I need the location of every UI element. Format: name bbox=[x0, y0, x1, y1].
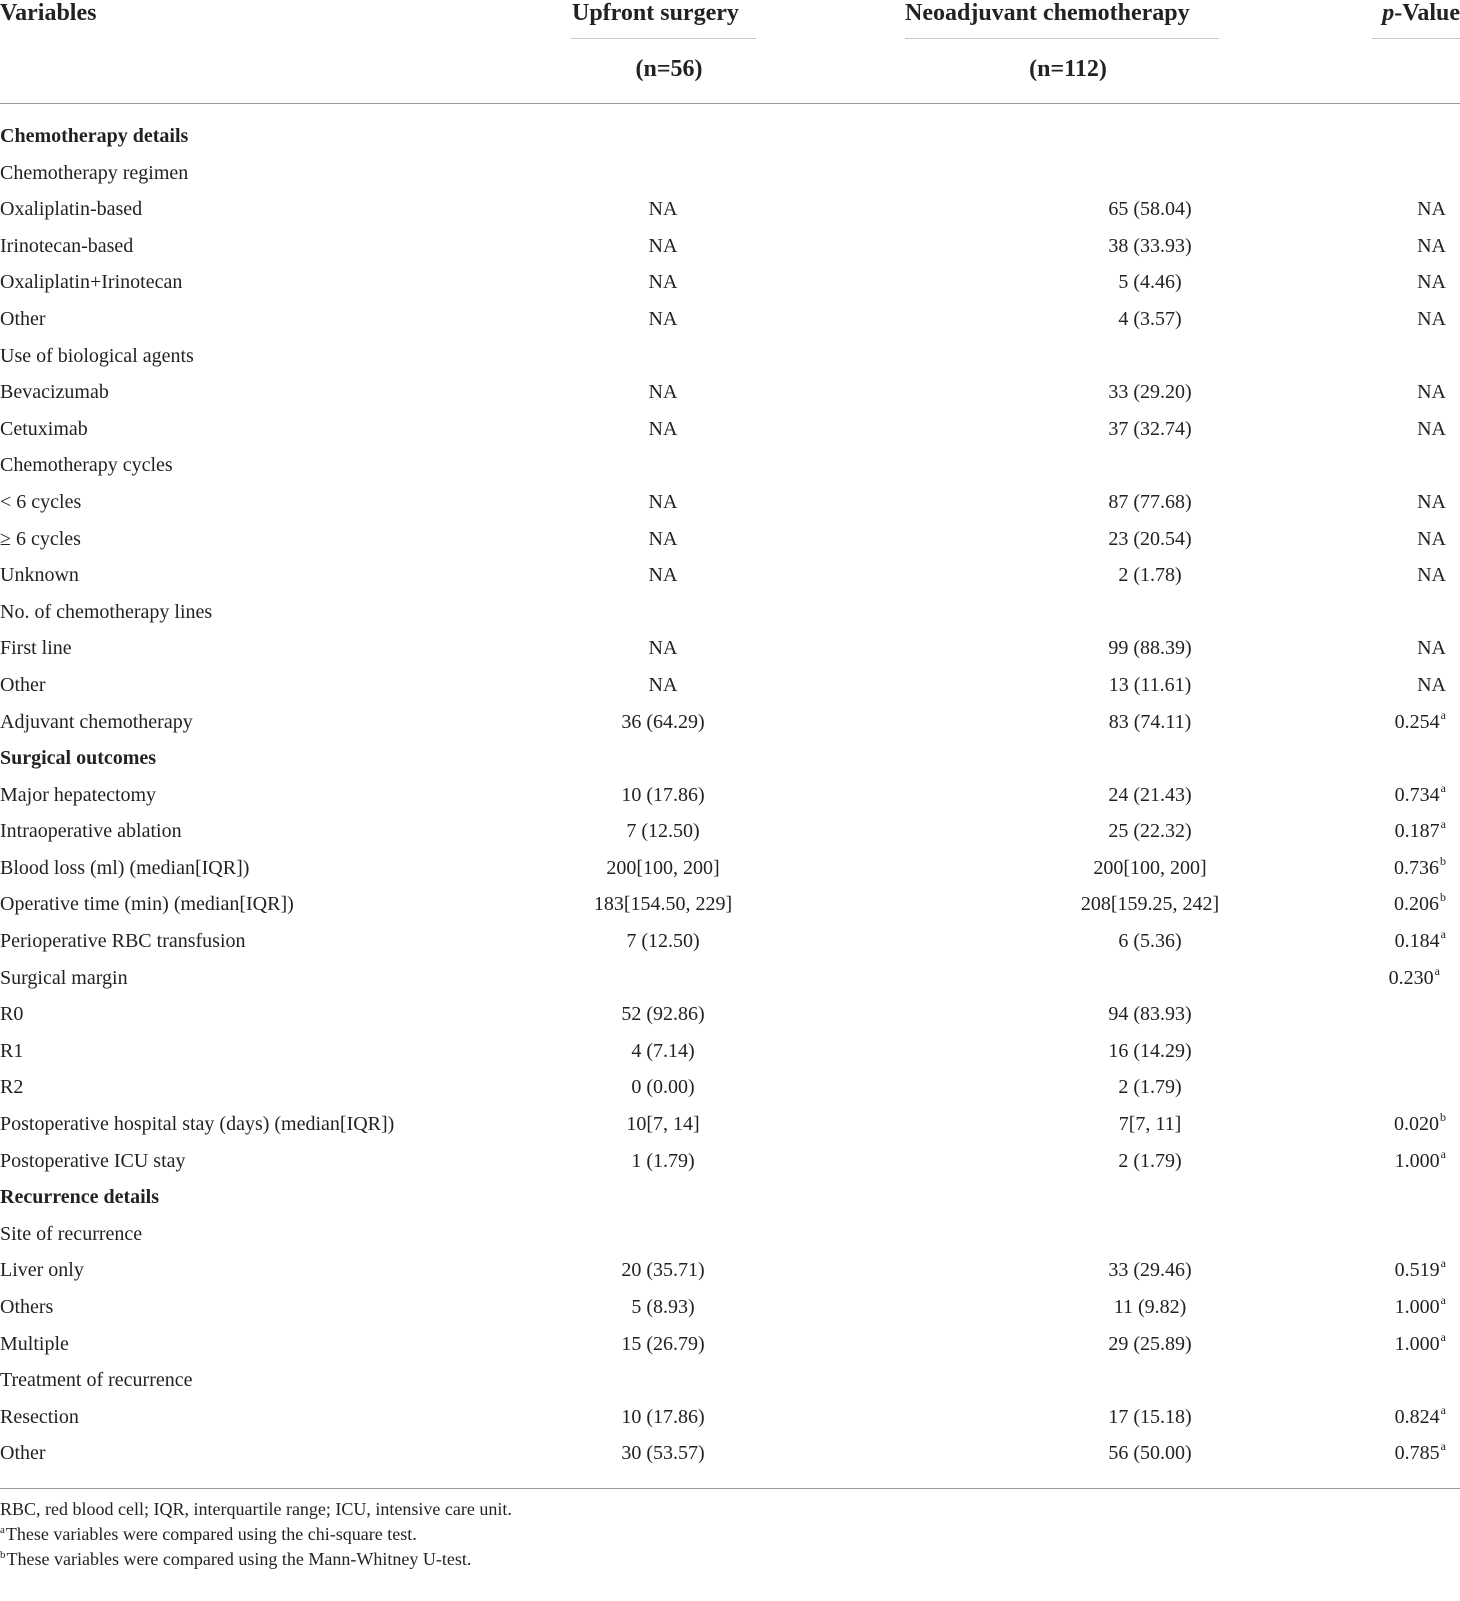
cell-p-value bbox=[1394, 1293, 1446, 1318]
cell-variable: Irinotecan-based bbox=[0, 234, 134, 257]
table-row bbox=[0, 849, 1460, 886]
cell-variable: First line bbox=[0, 637, 72, 660]
cell-variable: < 6 cycles bbox=[0, 490, 82, 513]
cell-variable: Chemotherapy details bbox=[0, 125, 189, 147]
p-value-text: NA bbox=[1417, 417, 1446, 440]
table-row bbox=[0, 1215, 1460, 1252]
cell-variable: Postoperative hospital stay (days) (median[IQR]) bbox=[0, 1113, 395, 1136]
cell-upfront: NA bbox=[648, 381, 678, 404]
cell-variable: Multiple bbox=[0, 1332, 69, 1355]
header-upfront-n: (n=56) bbox=[635, 56, 703, 82]
cell-p-value bbox=[1394, 707, 1446, 733]
cell-upfront: 1 (1.79) bbox=[631, 1149, 695, 1172]
cell-upfront: 10 (17.86) bbox=[621, 783, 705, 806]
cell-variable: Other bbox=[0, 1442, 46, 1465]
p-value-footnote-mark: a bbox=[1440, 1293, 1446, 1307]
cell-variable: Postoperative ICU stay bbox=[0, 1149, 186, 1172]
cell-upfront: 10 (17.86) bbox=[621, 1405, 705, 1428]
cell-variable: Oxaliplatin-based bbox=[0, 198, 143, 221]
cell-variable: Bevacizumab bbox=[0, 381, 109, 404]
cell-p-value bbox=[1417, 418, 1446, 440]
cell-neoadjuvant: 33 (29.20) bbox=[1108, 381, 1192, 404]
table-row bbox=[0, 227, 1460, 264]
cell-variable: Surgical outcomes bbox=[0, 747, 157, 770]
header-neoadjuvant-n: (n=112) bbox=[1029, 56, 1107, 82]
cell-variable: Others bbox=[0, 1296, 54, 1318]
cell-variable: Recurrence details bbox=[0, 1186, 160, 1209]
cell-p-value bbox=[1417, 491, 1446, 513]
cell-upfront: 10[7, 14] bbox=[626, 1113, 700, 1136]
cell-p-value bbox=[1417, 564, 1446, 586]
table-row bbox=[0, 300, 1460, 337]
header-variables: Variables bbox=[0, 0, 97, 26]
cell-variable: Use of biological agents bbox=[0, 344, 194, 367]
cell-variable: R0 bbox=[0, 1003, 24, 1026]
cell-p-value bbox=[1417, 308, 1446, 330]
header-neoadjuvant-underline bbox=[905, 38, 1219, 39]
cell-p-value bbox=[1394, 1256, 1446, 1282]
cell-variable: Treatment of recurrence bbox=[0, 1369, 193, 1392]
table-row bbox=[0, 1032, 1460, 1069]
p-value-text: NA bbox=[1417, 564, 1446, 587]
cell-upfront: NA bbox=[648, 564, 678, 587]
table-row bbox=[0, 1288, 1460, 1325]
p-value-footnote-mark: a bbox=[1440, 1256, 1446, 1271]
cell-p-value bbox=[1394, 1110, 1446, 1136]
cell-neoadjuvant: 29 (25.89) bbox=[1108, 1332, 1192, 1355]
cell-variable: Liver only bbox=[0, 1259, 84, 1282]
p-value-text: NA bbox=[1417, 271, 1446, 294]
p-value-text: 0.184 bbox=[1394, 930, 1440, 953]
header-rule bbox=[0, 103, 1460, 104]
cell-upfront: 30 (53.57) bbox=[621, 1442, 705, 1465]
p-value-text: NA bbox=[1417, 234, 1446, 257]
cell-p-value bbox=[1394, 780, 1446, 806]
table-row bbox=[0, 1105, 1460, 1142]
table-row bbox=[0, 629, 1460, 666]
cell-neoadjuvant: 37 (32.74) bbox=[1108, 417, 1192, 440]
p-value-footnote-mark: a bbox=[1440, 1146, 1446, 1161]
cell-neoadjuvant: 24 (21.43) bbox=[1108, 783, 1192, 806]
cell-p-value bbox=[1417, 271, 1446, 293]
table-row bbox=[0, 483, 1460, 520]
cell-neoadjuvant: 200[100, 200] bbox=[1093, 856, 1207, 879]
p-value-text: NA bbox=[1417, 527, 1446, 550]
table-row bbox=[0, 1142, 1460, 1179]
section-header-row bbox=[0, 739, 1460, 776]
cell-p-value bbox=[1417, 381, 1446, 403]
cell-upfront: 7 (12.50) bbox=[626, 930, 700, 953]
cell-p-value bbox=[1388, 963, 1440, 989]
p-value-text: 0.230 bbox=[1388, 966, 1434, 989]
cell-neoadjuvant: 2 (1.79) bbox=[1118, 1076, 1182, 1099]
p-value-footnote-mark: a bbox=[1440, 707, 1446, 722]
p-value-text: NA bbox=[1417, 637, 1446, 660]
cell-variable: Adjuvant chemotherapy bbox=[0, 710, 193, 733]
header-neoadjuvant: Neoadjuvant chemotherapy bbox=[905, 0, 1190, 26]
footnote-b bbox=[0, 1549, 471, 1569]
cell-upfront: 7 (12.50) bbox=[626, 820, 700, 843]
cell-upfront: NA bbox=[648, 637, 678, 660]
cell-neoadjuvant: 16 (14.29) bbox=[1108, 1039, 1192, 1062]
cell-variable: Other bbox=[0, 673, 46, 696]
p-value-text: 0.785 bbox=[1394, 1442, 1440, 1465]
cell-variable: R1 bbox=[0, 1039, 24, 1062]
header-p-value bbox=[1382, 0, 1460, 26]
cell-variable: Blood loss (ml) (median[IQR]) bbox=[0, 856, 250, 879]
p-value-text: 1.000 bbox=[1394, 1149, 1440, 1172]
cell-neoadjuvant: 33 (29.46) bbox=[1108, 1259, 1192, 1282]
cell-neoadjuvant: 87 (77.68) bbox=[1108, 490, 1192, 513]
table-row bbox=[0, 776, 1460, 813]
cell-upfront: 20 (35.71) bbox=[621, 1259, 705, 1282]
p-value-text: 0.824 bbox=[1394, 1405, 1440, 1428]
table-row bbox=[0, 593, 1460, 630]
header-p-italic: p bbox=[1382, 0, 1395, 26]
table-row bbox=[0, 556, 1460, 593]
p-value-text: 0.206 bbox=[1394, 893, 1439, 916]
p-value-footnote-mark: a bbox=[1440, 1402, 1446, 1417]
cell-p-value bbox=[1417, 674, 1446, 696]
cell-p-value bbox=[1394, 817, 1446, 843]
table-row bbox=[0, 446, 1460, 483]
cell-upfront: NA bbox=[648, 307, 678, 330]
table-row bbox=[0, 922, 1460, 959]
p-value-footnote-mark: b bbox=[1440, 1110, 1446, 1125]
p-value-text: 0.187 bbox=[1394, 820, 1440, 843]
table-row bbox=[0, 520, 1460, 557]
table-row bbox=[0, 1361, 1460, 1398]
footnote-b-text: These variables were compared using the Mann-Whitney U-test. bbox=[6, 1549, 472, 1569]
table-row bbox=[0, 1068, 1460, 1105]
cell-upfront: NA bbox=[648, 527, 678, 550]
cell-variable: No. of chemotherapy lines bbox=[0, 600, 213, 623]
cell-variable: Chemotherapy cycles bbox=[0, 454, 173, 477]
table-row bbox=[0, 373, 1460, 410]
cell-p-value bbox=[1394, 853, 1446, 879]
p-value-text: 1.000 bbox=[1394, 1296, 1440, 1318]
cell-p-value bbox=[1417, 528, 1446, 550]
bottom-rule bbox=[0, 1488, 1460, 1489]
p-value-text: 0.020 bbox=[1394, 1113, 1439, 1136]
p-value-text: NA bbox=[1417, 381, 1446, 404]
cell-variable: Unknown bbox=[0, 564, 79, 587]
cell-upfront: NA bbox=[648, 234, 678, 257]
p-value-text: 0.254 bbox=[1394, 710, 1440, 733]
cell-p-value bbox=[1394, 1402, 1446, 1428]
cell-upfront: 183[154.50, 229] bbox=[593, 893, 733, 916]
cell-variable: Operative time (min) (median[IQR]) bbox=[0, 893, 294, 916]
cell-upfront: 200[100, 200] bbox=[606, 856, 720, 879]
header-upfront-surgery: Upfront surgery bbox=[572, 0, 739, 26]
table-row bbox=[0, 885, 1460, 922]
cell-variable: Other bbox=[0, 307, 46, 330]
table-row bbox=[0, 1325, 1460, 1362]
table-row bbox=[0, 154, 1460, 191]
cell-neoadjuvant: 5 (4.46) bbox=[1118, 271, 1182, 294]
table-row bbox=[0, 263, 1460, 300]
p-value-footnote-mark: a bbox=[1440, 927, 1446, 942]
cell-neoadjuvant: 25 (22.32) bbox=[1108, 820, 1192, 843]
footnote-b-mark: b bbox=[0, 1549, 6, 1561]
cell-upfront: 36 (64.29) bbox=[621, 710, 705, 733]
header-upfront-underline bbox=[571, 38, 756, 39]
cell-neoadjuvant: 17 (15.18) bbox=[1108, 1405, 1192, 1428]
cell-upfront: 5 (8.93) bbox=[631, 1296, 695, 1318]
p-value-text: NA bbox=[1417, 198, 1446, 221]
cell-neoadjuvant: 4 (3.57) bbox=[1118, 307, 1182, 330]
table-row bbox=[0, 337, 1460, 374]
cell-neoadjuvant: 83 (74.11) bbox=[1108, 710, 1192, 733]
table-row bbox=[0, 666, 1460, 703]
p-value-footnote-mark: b bbox=[1440, 853, 1446, 868]
cell-p-value bbox=[1394, 890, 1446, 916]
cell-variable: Chemotherapy regimen bbox=[0, 161, 189, 184]
cell-neoadjuvant: 65 (58.04) bbox=[1108, 198, 1192, 221]
table-row bbox=[0, 959, 1460, 996]
cell-neoadjuvant: 208[159.25, 242] bbox=[1080, 893, 1220, 916]
cell-neoadjuvant: 6 (5.36) bbox=[1118, 930, 1182, 953]
p-value-footnote-mark: a bbox=[1440, 1329, 1446, 1344]
cell-p-value bbox=[1394, 1329, 1446, 1355]
p-value-footnote-mark: a bbox=[1440, 780, 1446, 795]
table-row bbox=[0, 190, 1460, 227]
cell-neoadjuvant: 7[7, 11] bbox=[1118, 1113, 1182, 1136]
table-row bbox=[0, 812, 1460, 849]
cell-p-value bbox=[1417, 198, 1446, 220]
table-row bbox=[0, 410, 1460, 447]
cell-variable: Oxaliplatin+Irinotecan bbox=[0, 271, 183, 294]
cell-variable: Surgical margin bbox=[0, 966, 128, 989]
cell-upfront: 52 (92.86) bbox=[621, 1003, 705, 1026]
cell-neoadjuvant: 38 (33.93) bbox=[1108, 234, 1192, 257]
cell-variable: Major hepatectomy bbox=[0, 783, 157, 806]
footnote-a-mark: a bbox=[0, 1524, 5, 1536]
cell-neoadjuvant: 94 (83.93) bbox=[1108, 1003, 1192, 1026]
cell-upfront: NA bbox=[648, 673, 678, 696]
cell-variable: R2 bbox=[0, 1076, 24, 1099]
cell-p-value bbox=[1417, 235, 1446, 257]
cell-p-value bbox=[1394, 1439, 1446, 1465]
p-value-text: NA bbox=[1417, 307, 1446, 330]
cell-variable: Perioperative RBC transfusion bbox=[0, 930, 246, 953]
footnote-a-text: These variables were compared using the chi-square test. bbox=[5, 1524, 417, 1544]
cell-neoadjuvant: 56 (50.00) bbox=[1108, 1442, 1192, 1465]
cell-variable: Resection bbox=[0, 1405, 79, 1428]
cell-upfront: 15 (26.79) bbox=[621, 1332, 705, 1355]
cell-neoadjuvant: 2 (1.78) bbox=[1118, 564, 1182, 587]
table-row bbox=[0, 995, 1460, 1032]
cell-upfront: 4 (7.14) bbox=[631, 1039, 695, 1062]
header-p-rest: -Value bbox=[1394, 0, 1460, 26]
table-row bbox=[0, 703, 1460, 740]
table-row bbox=[0, 1434, 1460, 1471]
table-body bbox=[0, 117, 1460, 1471]
cell-variable: Intraoperative ablation bbox=[0, 820, 182, 843]
cell-upfront: NA bbox=[648, 198, 678, 221]
table-row bbox=[0, 1251, 1460, 1288]
cell-neoadjuvant: 13 (11.61) bbox=[1108, 673, 1192, 696]
p-value-text: 1.000 bbox=[1394, 1332, 1440, 1355]
cell-neoadjuvant: 99 (88.39) bbox=[1108, 637, 1192, 660]
p-value-text: NA bbox=[1417, 673, 1446, 696]
p-value-text: NA bbox=[1417, 490, 1446, 513]
section-header-row bbox=[0, 117, 1460, 154]
cell-upfront: NA bbox=[648, 490, 678, 513]
p-value-text: 0.736 bbox=[1394, 856, 1439, 879]
cell-p-value bbox=[1417, 637, 1446, 659]
cell-upfront: 0 (0.00) bbox=[631, 1076, 695, 1099]
cell-variable: ≥ 6 cycles bbox=[0, 527, 81, 550]
cell-upfront: NA bbox=[648, 271, 678, 294]
cell-variable: Site of recurrence bbox=[0, 1222, 143, 1245]
cell-variable: Cetuximab bbox=[0, 417, 88, 440]
header-p-underline bbox=[1372, 38, 1460, 39]
cell-neoadjuvant: 2 (1.79) bbox=[1118, 1149, 1182, 1172]
cell-neoadjuvant: 23 (20.54) bbox=[1108, 527, 1192, 550]
cell-p-value bbox=[1394, 1146, 1446, 1172]
p-value-footnote-mark: a bbox=[1434, 963, 1440, 978]
cell-p-value bbox=[1394, 927, 1446, 953]
p-value-footnote-mark: b bbox=[1440, 890, 1446, 905]
p-value-text: 0.734 bbox=[1394, 783, 1440, 806]
p-value-footnote-mark: a bbox=[1440, 817, 1446, 832]
cell-neoadjuvant: 11 (9.82) bbox=[1113, 1296, 1187, 1318]
p-value-footnote-mark: a bbox=[1440, 1439, 1446, 1454]
cell-upfront: NA bbox=[648, 417, 678, 440]
footnote-a bbox=[0, 1524, 417, 1544]
section-header-row bbox=[0, 1178, 1460, 1215]
table-row bbox=[0, 1398, 1460, 1435]
footnote-abbreviations: RBC, red blood cell; IQR, interquartile range; ICU, intensive care unit. bbox=[0, 1499, 512, 1519]
p-value-text: 0.519 bbox=[1394, 1259, 1440, 1282]
